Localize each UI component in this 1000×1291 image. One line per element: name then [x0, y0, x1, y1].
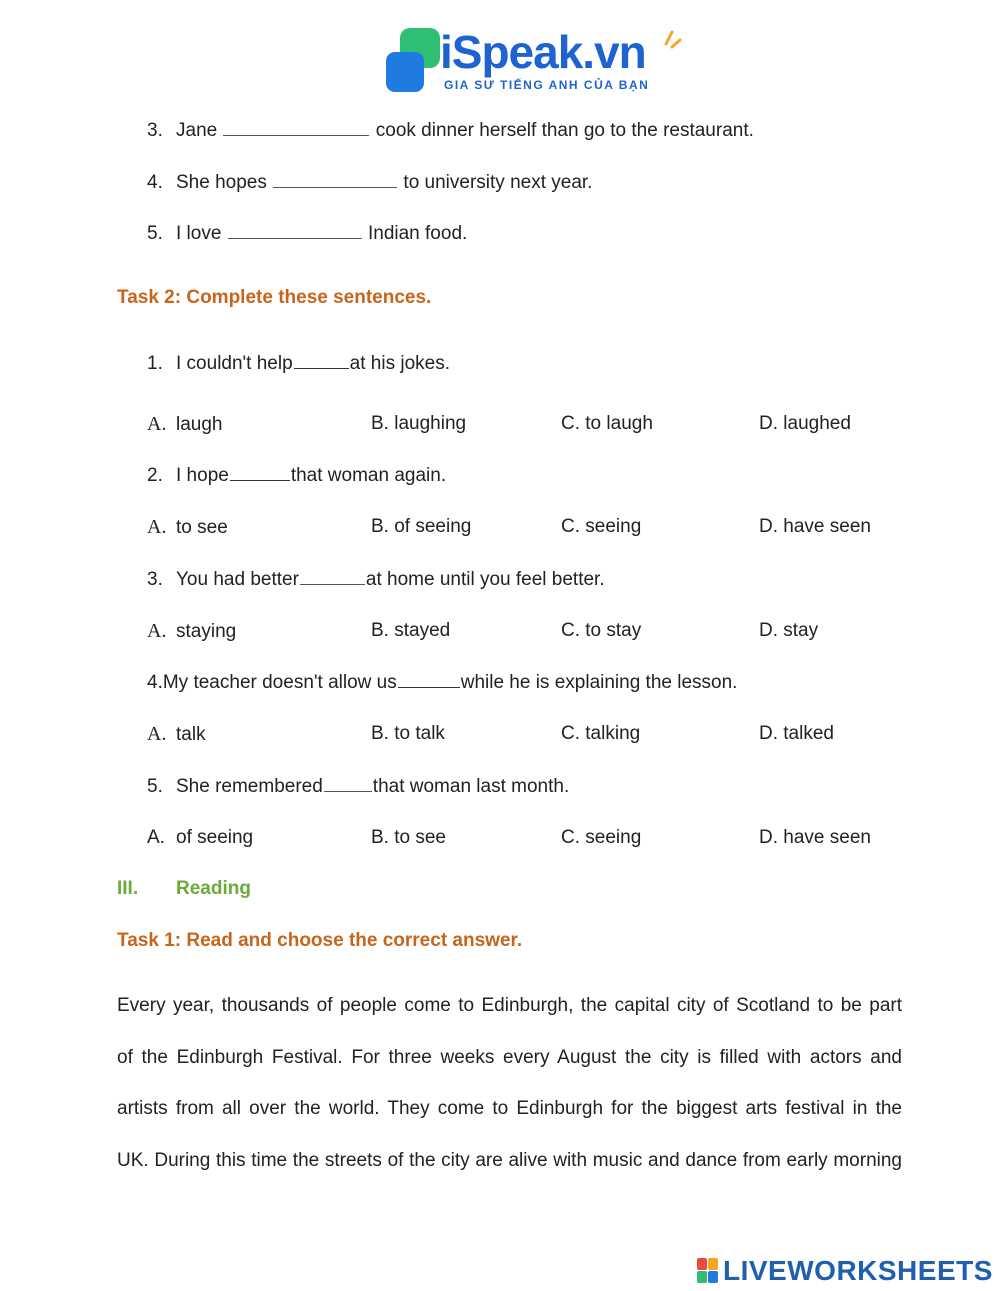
- task2-question-3: 3. You had better at home until you feel better.: [147, 569, 605, 590]
- q4-option-b[interactable]: B. to talk: [371, 723, 445, 744]
- task2-title: Task 2: Complete these sentences.: [117, 287, 432, 308]
- q3-option-a[interactable]: A. staying: [147, 620, 237, 642]
- task2-question-4: 4.My teacher doesn't allow us while he is explaining the lesson.: [147, 672, 738, 693]
- q2-option-c[interactable]: C. seeing: [561, 516, 642, 537]
- logo-brand-text: iSpeak.vn: [440, 26, 646, 78]
- task1-item-4: 4. She hopes to university next year.: [147, 172, 593, 193]
- q2-option-d[interactable]: D. have seen: [759, 516, 871, 537]
- q4-option-d[interactable]: D. talked: [759, 723, 834, 744]
- liveworksheets-logo-icon: [697, 1258, 719, 1284]
- answer-blank[interactable]: [324, 774, 372, 792]
- liveworksheets-brand: LIVEWORKSHEETS: [723, 1255, 993, 1286]
- q4-option-a[interactable]: A. talk: [147, 723, 206, 745]
- answer-blank[interactable]: [223, 118, 369, 136]
- reading-paragraph-line-3: artists from all over the world. They come to Edinburgh for the biggest arts festival in the: [117, 1098, 902, 1119]
- answer-blank[interactable]: [294, 351, 349, 369]
- section-title: Reading: [176, 878, 251, 899]
- task1-item-5: 5. I love Indian food.: [147, 223, 468, 244]
- reading-paragraph-line-1: Every year, thousands of people come to Edinburgh, the capital city of Scotland to be part: [117, 995, 902, 1016]
- q3-option-d[interactable]: D. stay: [759, 620, 819, 641]
- logo-blue-bubble-icon: [386, 52, 424, 92]
- q3-option-c[interactable]: C. to stay: [561, 620, 642, 641]
- q2-option-a[interactable]: A. to see: [147, 516, 228, 538]
- reading-task-title: Task 1: Read and choose the correct answer.: [117, 930, 523, 951]
- answer-blank[interactable]: [300, 567, 365, 585]
- task2-question-1: 1. I couldn't help at his jokes.: [147, 353, 450, 374]
- answer-blank[interactable]: [228, 221, 362, 239]
- answer-blank[interactable]: [230, 463, 290, 481]
- q4-option-c[interactable]: C. talking: [561, 723, 641, 744]
- q1-option-b[interactable]: B. laughing: [371, 413, 467, 434]
- answer-blank[interactable]: [273, 170, 397, 188]
- logo-spark-icon: [662, 30, 682, 52]
- task2-question-2: 2. I hope that woman again.: [147, 465, 447, 486]
- q5-option-a[interactable]: A. of seeing: [147, 827, 254, 848]
- q5-option-c[interactable]: C. seeing: [561, 827, 642, 848]
- answer-blank[interactable]: [398, 670, 460, 688]
- reading-paragraph-line-2: of the Edinburgh Festival. For three weeks every August the city is filled with actors and: [117, 1047, 902, 1068]
- q1-option-d[interactable]: D. laughed: [759, 413, 851, 434]
- logo-tagline: GIA SƯ TIẾNG ANH CỦA BẠN: [444, 78, 650, 92]
- task1-item-3: 3. Jane cook dinner herself than go to the restaurant.: [147, 120, 754, 141]
- q5-option-b[interactable]: B. to see: [371, 827, 446, 848]
- q1-option-c[interactable]: C. to laugh: [561, 413, 653, 434]
- reading-paragraph-line-4: UK. During this time the streets of the city are alive with music and dance from early morning: [117, 1150, 902, 1171]
- task2-question-5: 5. She remembered that woman last month.: [147, 776, 570, 797]
- q1-option-a[interactable]: A. laugh: [147, 413, 223, 435]
- q2-option-b[interactable]: B. of seeing: [371, 516, 472, 537]
- q3-option-b[interactable]: B. stayed: [371, 620, 451, 641]
- q5-option-d[interactable]: D. have seen: [759, 827, 871, 848]
- section-number: III.: [117, 878, 139, 899]
